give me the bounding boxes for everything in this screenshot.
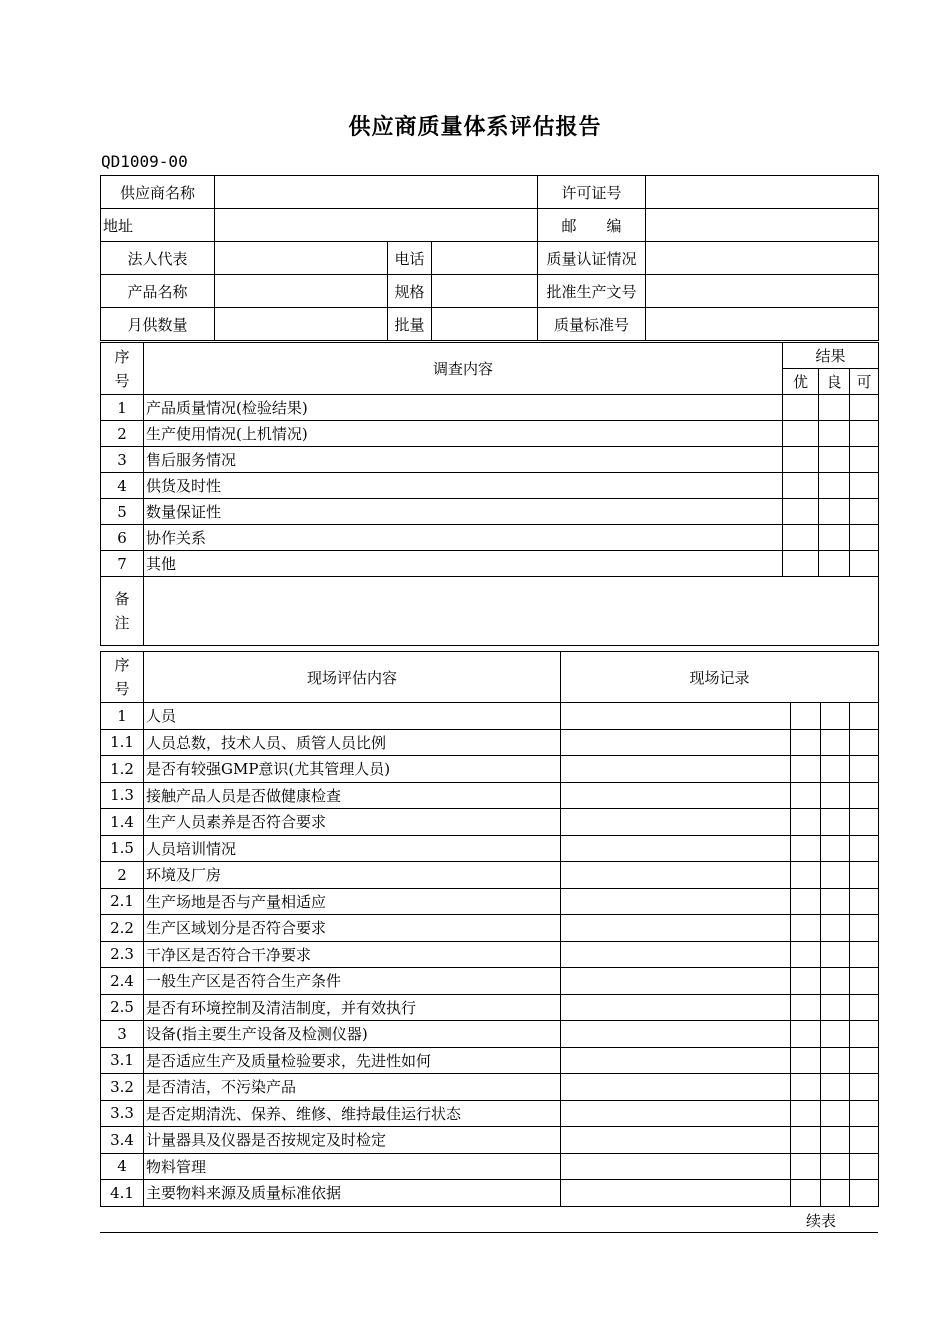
survey-row-no: 5 <box>101 499 144 525</box>
product-name-label: 产品名称 <box>101 275 215 308</box>
supplier-info-table <box>100 175 879 341</box>
quality-std-field[interactable] <box>646 308 879 341</box>
grade-good-cell[interactable] <box>819 421 850 447</box>
onsite-record-cell[interactable] <box>561 915 791 942</box>
survey-row <box>101 551 879 577</box>
onsite-grade-cell[interactable] <box>850 835 879 862</box>
onsite-row <box>101 1180 879 1207</box>
onsite-grade-cell[interactable] <box>821 729 850 756</box>
onsite-record-cell[interactable] <box>561 782 791 809</box>
onsite-row-text: 计量器具及仪器是否按规定及时检定 <box>144 1127 561 1154</box>
onsite-row-no: 1.3 <box>101 782 144 809</box>
onsite-grade-cell[interactable] <box>821 1180 850 1207</box>
onsite-grade-cell[interactable] <box>791 888 821 915</box>
onsite-grade-cell[interactable] <box>850 782 879 809</box>
onsite-row-no: 1.5 <box>101 835 144 862</box>
onsite-record-cell[interactable] <box>561 968 791 995</box>
onsite-grade-cell[interactable] <box>821 888 850 915</box>
onsite-grade-cell[interactable] <box>791 1100 821 1127</box>
legal-rep-label: 法人代表 <box>101 242 215 275</box>
survey-row-text: 供货及时性 <box>144 473 783 499</box>
onsite-grade-cell[interactable] <box>850 1153 879 1180</box>
onsite-grade-cell[interactable] <box>821 782 850 809</box>
bottom-divider <box>100 1232 878 1233</box>
onsite-grade-cell[interactable] <box>791 915 821 942</box>
onsite-grade-cell[interactable] <box>791 862 821 889</box>
spec-field[interactable] <box>432 275 538 308</box>
grade-fair-cell[interactable] <box>850 421 879 447</box>
onsite-row-no: 2.1 <box>101 888 144 915</box>
onsite-grade-cell[interactable] <box>821 809 850 836</box>
survey-row-no: 4 <box>101 473 144 499</box>
onsite-row-text: 生产场地是否与产量相适应 <box>144 888 561 915</box>
onsite-grade-cell[interactable] <box>850 862 879 889</box>
onsite-row-text: 生产区域划分是否符合要求 <box>144 915 561 942</box>
onsite-grade-cell[interactable] <box>821 968 850 995</box>
onsite-row <box>101 1074 879 1101</box>
remark-field[interactable] <box>144 577 879 646</box>
onsite-row-text: 人员 <box>144 703 561 730</box>
phone-label: 电话 <box>388 242 432 275</box>
onsite-grade-cell[interactable] <box>850 968 879 995</box>
survey-content-header: 调查内容 <box>144 343 783 395</box>
onsite-grade-cell[interactable] <box>791 729 821 756</box>
report-title: 供应商质量体系评估报告 <box>348 114 602 140</box>
onsite-grade-cell[interactable] <box>791 809 821 836</box>
onsite-record-cell[interactable] <box>561 1127 791 1154</box>
survey-row <box>101 525 879 551</box>
onsite-grade-cell[interactable] <box>791 941 821 968</box>
onsite-row-text: 一般生产区是否符合生产条件 <box>144 968 561 995</box>
batch-field[interactable] <box>432 308 538 341</box>
onsite-row-no: 1.1 <box>101 729 144 756</box>
onsite-grade-cell[interactable] <box>791 994 821 1021</box>
onsite-row <box>101 782 879 809</box>
survey-row <box>101 421 879 447</box>
onsite-row-text: 是否清洁，不污染产品 <box>144 1074 561 1101</box>
onsite-grade-cell[interactable] <box>791 1127 821 1154</box>
grade-excellent-cell[interactable] <box>783 395 819 421</box>
onsite-row <box>101 862 879 889</box>
onsite-grade-cell[interactable] <box>791 1180 821 1207</box>
onsite-record-cell[interactable] <box>561 809 791 836</box>
survey-table <box>100 342 879 646</box>
onsite-row <box>101 1127 879 1154</box>
document-code: QD1009-00 <box>101 152 188 171</box>
onsite-grade-cell[interactable] <box>850 1021 879 1048</box>
onsite-row-no: 2.4 <box>101 968 144 995</box>
onsite-content-header: 现场评估内容 <box>144 652 561 703</box>
grade-good-cell[interactable] <box>819 499 850 525</box>
onsite-grade-cell[interactable] <box>850 703 879 730</box>
postcode-label: 邮 编 <box>538 209 646 242</box>
onsite-grade-cell[interactable] <box>791 1153 821 1180</box>
grade-fair-cell[interactable] <box>850 473 879 499</box>
onsite-row <box>101 1047 879 1074</box>
onsite-seq-header: 序 号 <box>101 652 144 703</box>
grade-good-cell[interactable] <box>819 395 850 421</box>
onsite-row-text: 物料管理 <box>144 1153 561 1180</box>
phone-field[interactable] <box>432 242 538 275</box>
onsite-row <box>101 729 879 756</box>
onsite-row <box>101 994 879 1021</box>
onsite-grade-cell[interactable] <box>791 1021 821 1048</box>
onsite-grade-cell[interactable] <box>850 1100 879 1127</box>
onsite-record-cell[interactable] <box>561 941 791 968</box>
survey-row-text: 其他 <box>144 551 783 577</box>
onsite-grade-cell[interactable] <box>850 1074 879 1101</box>
onsite-row <box>101 703 879 730</box>
address-label: 地址 <box>101 209 215 242</box>
onsite-row-text: 主要物料来源及质量标准依据 <box>144 1180 561 1207</box>
onsite-row-no: 3.2 <box>101 1074 144 1101</box>
onsite-grade-cell[interactable] <box>821 756 850 783</box>
onsite-row <box>101 941 879 968</box>
onsite-row-text: 干净区是否符合干净要求 <box>144 941 561 968</box>
onsite-row-no: 4 <box>101 1153 144 1180</box>
result-header: 结果 <box>783 343 879 369</box>
remark-label: 备 注 <box>101 577 144 646</box>
onsite-row <box>101 915 879 942</box>
survey-seq-header: 序 号 <box>101 343 144 395</box>
onsite-row-text: 是否有较强GMP意识(尤其管理人员) <box>144 756 561 783</box>
monthly-qty-field[interactable] <box>215 308 388 341</box>
survey-row-no: 7 <box>101 551 144 577</box>
onsite-grade-cell[interactable] <box>850 1047 879 1074</box>
grade-excellent-cell[interactable] <box>783 473 819 499</box>
grade-fair-cell[interactable] <box>850 499 879 525</box>
grade-fair-cell[interactable] <box>850 551 879 577</box>
grade-good-cell[interactable] <box>819 525 850 551</box>
onsite-row-text: 是否定期清洗、保养、维修、维持最佳运行状态 <box>144 1100 561 1127</box>
onsite-grade-cell[interactable] <box>821 915 850 942</box>
onsite-row-text: 设备(指主要生产设备及检测仪器) <box>144 1021 561 1048</box>
supplier-name-label: 供应商名称 <box>101 176 215 209</box>
onsite-grade-cell[interactable] <box>821 1153 850 1180</box>
grade-excellent-cell[interactable] <box>783 525 819 551</box>
onsite-grade-cell[interactable] <box>850 915 879 942</box>
product-name-field[interactable] <box>215 275 388 308</box>
quality-std-label: 质量标准号 <box>538 308 646 341</box>
quality-cert-field[interactable] <box>646 242 879 275</box>
onsite-row-no: 3.4 <box>101 1127 144 1154</box>
survey-row-text: 协作关系 <box>144 525 783 551</box>
onsite-grade-cell[interactable] <box>791 782 821 809</box>
survey-row-text: 售后服务情况 <box>144 447 783 473</box>
onsite-grade-cell[interactable] <box>821 1100 850 1127</box>
grade-fair-cell[interactable] <box>850 447 879 473</box>
onsite-grade-cell[interactable] <box>821 1047 850 1074</box>
onsite-record-header: 现场记录 <box>561 652 879 703</box>
grade-excellent-header: 优 <box>783 369 819 395</box>
onsite-row-text: 生产人员素养是否符合要求 <box>144 809 561 836</box>
onsite-record-cell[interactable] <box>561 729 791 756</box>
onsite-record-cell[interactable] <box>561 756 791 783</box>
postcode-field[interactable] <box>646 209 879 242</box>
onsite-row-text: 是否适应生产及质量检验要求，先进性如何 <box>144 1047 561 1074</box>
onsite-grade-cell[interactable] <box>821 862 850 889</box>
survey-row-no: 3 <box>101 447 144 473</box>
onsite-record-cell[interactable] <box>561 1180 791 1207</box>
address-field[interactable] <box>215 209 538 242</box>
onsite-grade-cell[interactable] <box>821 994 850 1021</box>
survey-row-no: 2 <box>101 421 144 447</box>
onsite-record-cell[interactable] <box>561 994 791 1021</box>
onsite-record-cell[interactable] <box>561 1021 791 1048</box>
onsite-row-text: 人员培训情况 <box>144 835 561 862</box>
onsite-record-cell[interactable] <box>561 862 791 889</box>
onsite-row-no: 2.2 <box>101 915 144 942</box>
onsite-record-cell[interactable] <box>561 1074 791 1101</box>
onsite-row <box>101 809 879 836</box>
onsite-grade-cell[interactable] <box>850 994 879 1021</box>
grade-good-cell[interactable] <box>819 473 850 499</box>
supplier-name-field[interactable] <box>215 176 538 209</box>
onsite-row-no: 1.2 <box>101 756 144 783</box>
grade-good-cell[interactable] <box>819 551 850 577</box>
onsite-grade-cell[interactable] <box>791 1074 821 1101</box>
onsite-row-text: 接触产品人员是否做健康检查 <box>144 782 561 809</box>
onsite-row-text: 人员总数，技术人员、质管人员比例 <box>144 729 561 756</box>
onsite-row-no: 4.1 <box>101 1180 144 1207</box>
onsite-row-no: 2 <box>101 862 144 889</box>
license-no-label: 许可证号 <box>538 176 646 209</box>
onsite-row-no: 2.5 <box>101 994 144 1021</box>
onsite-row-no: 3.3 <box>101 1100 144 1127</box>
grade-excellent-cell[interactable] <box>783 421 819 447</box>
grade-fair-cell[interactable] <box>850 395 879 421</box>
onsite-grade-cell[interactable] <box>850 809 879 836</box>
legal-rep-field[interactable] <box>215 242 388 275</box>
survey-row-text: 数量保证性 <box>144 499 783 525</box>
onsite-row <box>101 756 879 783</box>
onsite-record-cell[interactable] <box>561 1047 791 1074</box>
onsite-grade-cell[interactable] <box>821 1021 850 1048</box>
onsite-grade-cell[interactable] <box>821 1074 850 1101</box>
onsite-record-cell[interactable] <box>561 1100 791 1127</box>
batch-label: 批量 <box>388 308 432 341</box>
grade-fair-header: 可 <box>850 369 879 395</box>
survey-row <box>101 395 879 421</box>
onsite-grade-cell[interactable] <box>791 968 821 995</box>
onsite-row-text: 环境及厂房 <box>144 862 561 889</box>
onsite-row-no: 2.3 <box>101 941 144 968</box>
onsite-grade-cell[interactable] <box>850 1180 879 1207</box>
onsite-row-no: 1 <box>101 703 144 730</box>
onsite-table <box>100 651 879 1207</box>
spec-label: 规格 <box>388 275 432 308</box>
approval-no-field[interactable] <box>646 275 879 308</box>
onsite-grade-cell[interactable] <box>821 941 850 968</box>
survey-row <box>101 473 879 499</box>
onsite-row <box>101 888 879 915</box>
onsite-grade-cell[interactable] <box>821 835 850 862</box>
grade-excellent-cell[interactable] <box>783 447 819 473</box>
onsite-row <box>101 1021 879 1048</box>
grade-fair-cell[interactable] <box>850 525 879 551</box>
onsite-grade-cell[interactable] <box>791 756 821 783</box>
onsite-row <box>101 968 879 995</box>
onsite-row-no: 1.4 <box>101 809 144 836</box>
grade-excellent-cell[interactable] <box>783 499 819 525</box>
onsite-record-cell[interactable] <box>561 703 791 730</box>
onsite-grade-cell[interactable] <box>850 1127 879 1154</box>
survey-row <box>101 499 879 525</box>
onsite-grade-cell[interactable] <box>850 756 879 783</box>
survey-row-text: 生产使用情况(上机情况) <box>144 421 783 447</box>
onsite-grade-cell[interactable] <box>821 1127 850 1154</box>
survey-row-no: 6 <box>101 525 144 551</box>
monthly-qty-label: 月供数量 <box>101 308 215 341</box>
onsite-grade-cell[interactable] <box>850 888 879 915</box>
grade-good-header: 良 <box>819 369 850 395</box>
survey-row <box>101 447 879 473</box>
onsite-record-cell[interactable] <box>561 835 791 862</box>
survey-row-text: 产品质量情况(检验结果) <box>144 395 783 421</box>
license-no-field[interactable] <box>646 176 879 209</box>
onsite-record-cell[interactable] <box>561 1153 791 1180</box>
onsite-row-no: 3 <box>101 1021 144 1048</box>
quality-cert-label: 质量认证情况 <box>538 242 646 275</box>
onsite-grade-cell[interactable] <box>791 1047 821 1074</box>
onsite-record-cell[interactable] <box>561 888 791 915</box>
onsite-grade-cell[interactable] <box>821 703 850 730</box>
onsite-row-no: 3.1 <box>101 1047 144 1074</box>
onsite-grade-cell[interactable] <box>850 729 879 756</box>
continued-label: 续表 <box>806 1212 837 1230</box>
onsite-row <box>101 1153 879 1180</box>
onsite-row <box>101 1100 879 1127</box>
grade-good-cell[interactable] <box>819 447 850 473</box>
onsite-row-text: 是否有环境控制及清洁制度，并有效执行 <box>144 994 561 1021</box>
approval-no-label: 批准生产文号 <box>538 275 646 308</box>
onsite-row <box>101 835 879 862</box>
onsite-grade-cell[interactable] <box>791 703 821 730</box>
grade-excellent-cell[interactable] <box>783 551 819 577</box>
onsite-grade-cell[interactable] <box>850 941 879 968</box>
survey-row-no: 1 <box>101 395 144 421</box>
onsite-grade-cell[interactable] <box>791 835 821 862</box>
